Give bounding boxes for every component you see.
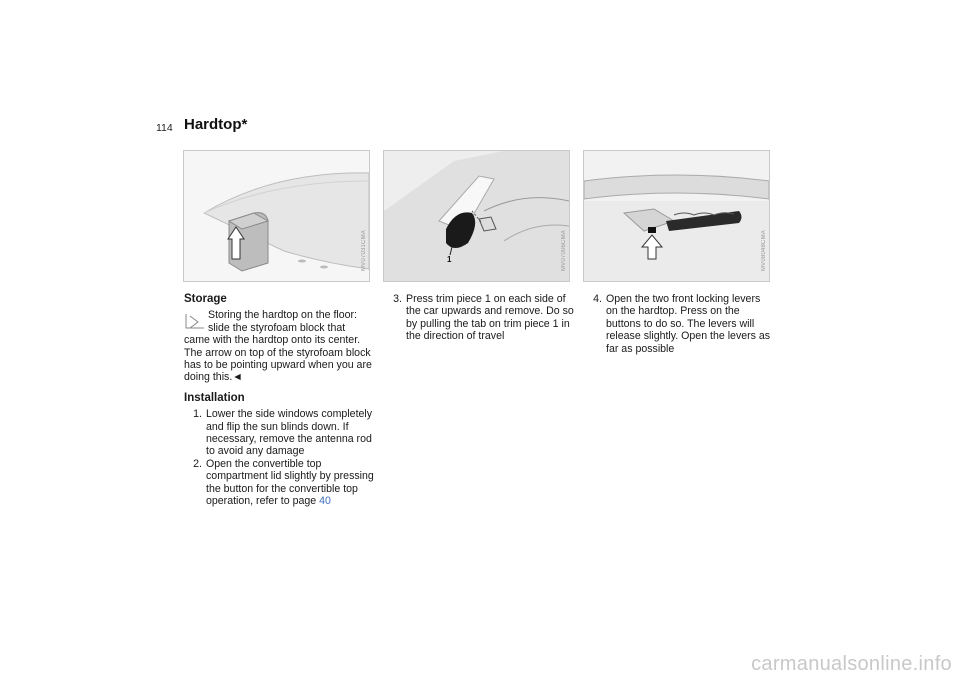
page-link-40[interactable]: 40 [319,495,331,508]
figure-code: MV07006CMA [561,229,567,271]
storage-note-rest: came with the hardtop onto its center. The arrow on top of the styrofoam block has to be pointing upward when you are doing this.◄ [184,334,372,384]
installation-steps-cont [384,293,574,343]
locking-lever-illustration [584,151,769,281]
installation-heading: Installation [184,391,245,404]
storage-heading: Storage [184,293,227,305]
figure-code: MV07031CMA [361,229,367,271]
storage-note-first: Storing the hardtop on the floor: slide the styrofoam block that [208,309,358,334]
trim-piece-illustration [384,151,569,281]
list-item: 1. Lower the side windows completely and flip the sun blinds down. If necessary, remove the antenna rod to avoid any damage [193,408,373,458]
list-item: 3. Press trim piece 1 on each side of the car upwards and remove. Do so by pulling the tab on trim piece 1 in the direction of travel [393,293,574,343]
column-2 [384,293,574,343]
installation-steps [184,408,374,507]
figure-code: MV08048CMA [761,229,767,271]
installation-steps-cont [584,293,774,355]
page-title: Hardtop* [184,116,248,133]
figure-locking-levers [583,150,770,282]
list-item: 2. Open the convertible top compartment lid slightly by pressing the button for the convertible top operation, refer to page 40 [193,457,374,508]
callout-1: 1 [447,255,452,264]
column-1 [184,293,374,508]
figure-trim-piece [383,150,570,282]
watermark: carmanualsonline.info [751,653,952,675]
figure-hardtop-storage [183,150,370,282]
column-3 [584,293,774,355]
storage-note [184,309,374,383]
page-number: 114 [156,122,173,134]
hardtop-storage-illustration [184,151,369,281]
list-item: 4. Open the two front locking levers on the hardtop. Press on the buttons to do so. The levers will release slightly. Open the levers as far as possible [593,293,771,355]
caution-arrow-icon [184,312,206,330]
